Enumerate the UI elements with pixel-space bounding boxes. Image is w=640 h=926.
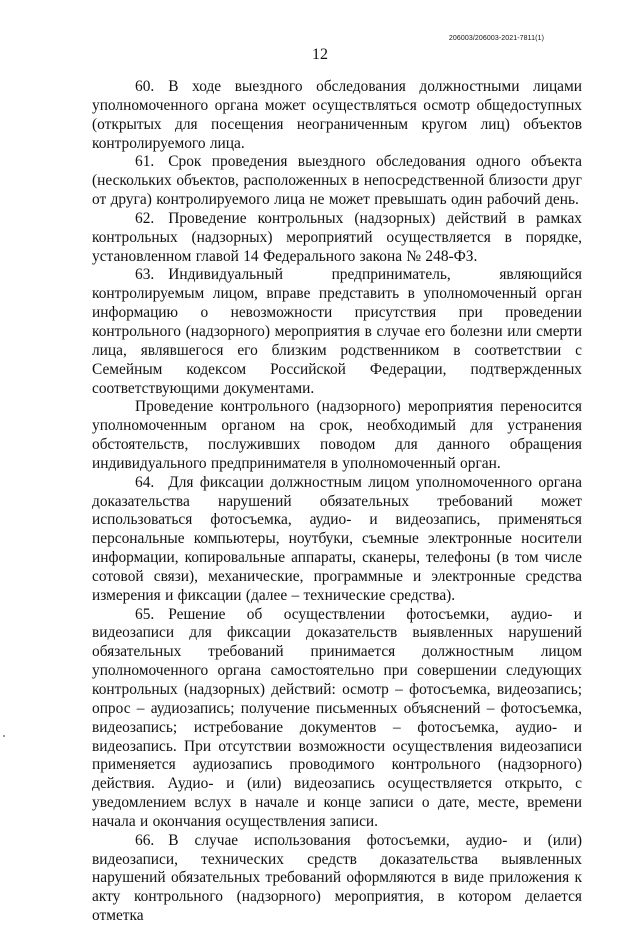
paragraph-65: 65. Решение об осуществлении фотосъемки, аудио- и видеозаписи для фиксации доказательств выявленных нарушений обязательных требований принимается должностным лицом уполномоченного органа самостоятельно при совершении следующих контрольных (надзорных) действий: осмотр – фотосъемка, видеозапись; опрос – аудиозапись; получение письменных объяснений – фотосъемка, видеозапись; истребование документов – фотосъемка, аудио- и видеозапись. При отсутствии возможности осуществления видеозаписи применяется аудиозапись проводимого контрольного (надзорного) действия. Аудио- и (или) видеозапись осуществляется открыто, с уведомлением вслух в начале и конце записи о дате, месте, времени начала и окончания осуществления записи. bbox=[92, 605, 582, 830]
paragraph-61: 61. Срок проведения выездного обследования одного объекта (нескольких объектов, расположенных в непосредственной близости друг от друга) контролируемого лица не может превышать один рабочий день. bbox=[92, 153, 582, 209]
paragraph-64: 64. Для фиксации должностным лицом уполномоченного органа доказательства нарушений обязательных требований может использоваться фотосъемка, аудио- и видеозапись, применяться персональные компьютеры, ноутбуки, съемные электронные носители информации, копировальные аппараты, сканеры, телефоны (в том числе сотовой связи), механические, программные и электронные средства измерения и фиксации (далее – технические средства). bbox=[92, 473, 582, 604]
paragraph-62: 62. Проведение контрольных (надзорных) действий в рамках контрольных (надзорных) мероприятий осуществляется в порядке, установленном главой 14 Федерального закона № 248-ФЗ. bbox=[92, 209, 582, 265]
scan-artifact-dot bbox=[3, 735, 5, 737]
paragraph-63-continuation: Проведение контрольного (надзорного) мероприятия переносится уполномоченным органом на срок, необходимый для устранения обстоятельств, послуживших поводом для данного обращения индивидуального предпринимателя в уполномоченный орган. bbox=[92, 398, 582, 472]
document-code: 206003/206003-2021-7811(1) bbox=[448, 35, 544, 42]
document-body bbox=[92, 78, 582, 926]
paragraph-60: 60. В ходе выездного обследования должностными лицами уполномоченного органа может осуществляться осмотр общедоступных (открытых для посещения неограниченным кругом лиц) объектов контролируемого лица. bbox=[92, 78, 582, 152]
paragraph-66: 66. В случае использования фотосъемки, аудио- и (или) видеозаписи, технических средств доказательства выявленных нарушений обязательных требований оформляются в виде приложения к акту контрольного (надзорного) мероприятия, в котором делается отметка bbox=[92, 831, 582, 925]
paragraph-63: 63. Индивидуальный предприниматель, являющийся контролируемым лицом, вправе представить в уполномоченный орган информацию о невозможности присутствия при проведении контрольного (надзорного) мероприятия в случае его болезни или смерти лица, являвшегося его близким родственником в соответствии с Семейным кодексом Российской Федерации, подтвержденных соответствующими документами. bbox=[92, 266, 582, 397]
page-number: 12 bbox=[312, 46, 328, 63]
